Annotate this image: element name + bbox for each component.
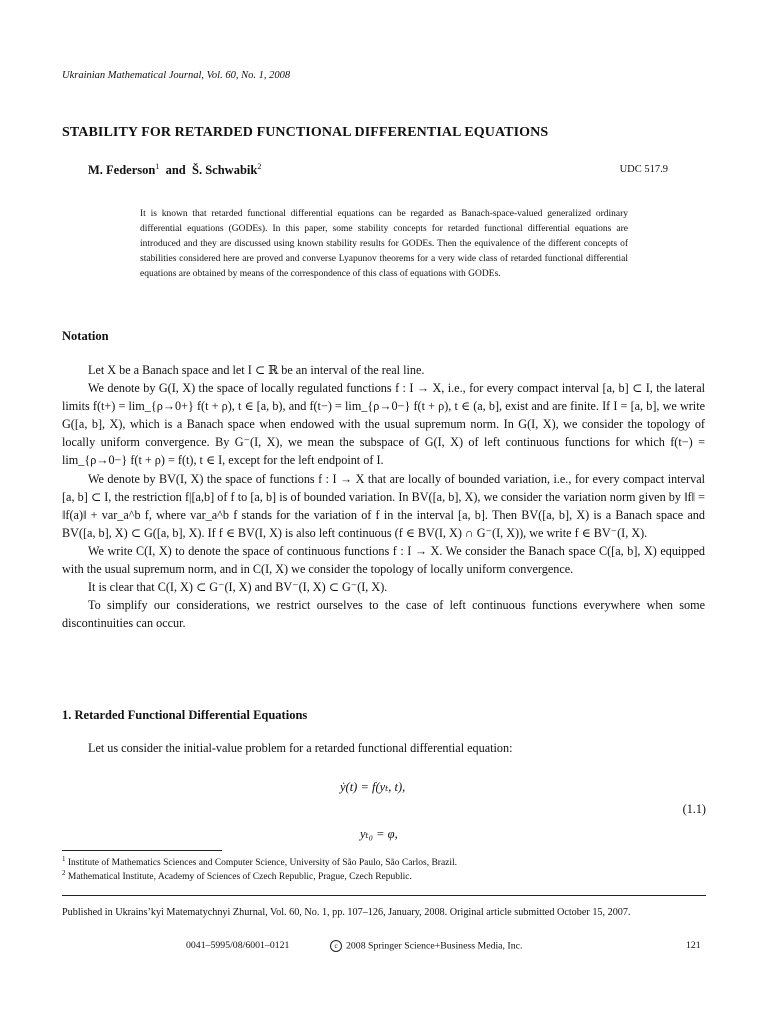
footnote-2-text: Mathematical Institute, Academy of Sciences of Czech Republic, Prague, Czech Republic. xyxy=(67,872,412,883)
page-number: 121 xyxy=(686,940,701,951)
footnote-1-text: Institute of Mathematics Sciences and Computer Science, University of São Paulo, São Carlos, Brazil. xyxy=(67,858,458,869)
footnote-2 xyxy=(62,869,412,882)
journal-line: Ukrainian Mathematical Journal, Vol. 60, No. 1, 2008 xyxy=(62,70,291,81)
paragraph-6: To simplify our considerations, we restrict ourselves to the case of left continuous functions everywhere when some discontinuities can occur. xyxy=(62,598,705,631)
author-2-mark: 2 xyxy=(257,162,262,171)
author-1: M. Federson xyxy=(88,163,156,178)
paragraph-1: Let X be a Banach space and let I ⊂ ℝ be an interval of the real line. xyxy=(88,363,425,377)
paragraph-3: We denote by BV(I, X) the space of functions f : I → X that are locally of bounded variation, i.e., for every compact interval [a, b] ⊂ I, the restriction f|[a,b] of f to [a, b] is of bounded variation. In BV([a, b], X), we consider the variation norm given by ‖f‖ = ‖f(a)‖ + var_a^b f, where var_a^b f stands for the variation of f in the interval [a, b]. Then BV([a, b], X) is a Banach space and BV([a, b], X) ⊂ G([a, b], X). If f ∈ BV(I, X) is also left continuous (f ∈ BV(I, X) ∩ G⁻(I, X)), we write f ∈ BV⁻(I, X). xyxy=(62,471,705,540)
paragraph-4: We write C(I, X) to denote the space of continuous functions f : I → X. We consider the Banach space C([a, b], X) equipped with the usual supremum norm, and in C(I, X) we consider the topology of locally uniform convergence. xyxy=(62,543,705,577)
notation-heading: Notation xyxy=(62,329,109,343)
paragraph-5: It is clear that C(I, X) ⊂ G⁻(I, X) and BV⁻(I, X) ⊂ G⁻(I, X). xyxy=(88,580,388,595)
abstract: It is known that retarded functional differential equations can be regarded as Banach-space-valued generalized ordinary differential equations (GODEs). In this paper, some stability concepts for retarded functional differential equations are introduced and they are discussed using known stability results for GODEs. Then the equivalence of the different concepts of stabilities considered here are proved and converse Lyapunov theorems for a very wide class of retarded functional differential equations are obtained by means of the correspondence of this class of equations with GODEs. xyxy=(140,209,628,279)
author-1-mark: 1 xyxy=(155,162,160,171)
issn: 0041–5995/08/6001–0121 xyxy=(186,940,290,951)
udc-code: UDC 517.9 xyxy=(619,164,668,175)
copyright-icon: c xyxy=(330,940,342,952)
author-2: Š. Schwabik xyxy=(192,163,258,178)
copyright xyxy=(330,940,522,952)
published-line: Published in Ukrains’kyi Matematychnyi Zhurnal, Vol. 60, No. 1, pp. 107–126, January, 2008. Original article submitted October 15, 2007. xyxy=(62,907,631,918)
footnote-rule xyxy=(62,850,222,851)
authors xyxy=(88,162,261,178)
notation-body xyxy=(62,361,705,632)
equation-line-2: yₜ₀ = φ, xyxy=(360,827,398,841)
footnote-1 xyxy=(62,855,457,868)
section-heading: 1. Retarded Functional Differential Equations xyxy=(62,708,308,722)
section-intro: Let us consider the initial-value problem for a retarded functional differential equation: xyxy=(88,741,513,755)
footnote-1-mark: 1 xyxy=(62,855,66,863)
bottom-rule xyxy=(62,895,706,896)
paragraph-2: We denote by G(I, X) the space of locally regulated functions f : I → X, i.e., for every compact interval [a, b] ⊂ I, the lateral limits f(t+) = lim_{ρ→0+} f(t + ρ), t ∈ [a, b), and f(t−) = lim_{ρ→0−} f(t + ρ), t ∈ (a, b], exist and are finite. If I = [a, b], we write G([a, b], X), which is a Banach space when endowed with the usual supremum norm. In G(I, X), we consider the topology of locally uniform convergence. By G⁻(I, X), we mean the subspace of G(I, X) of left continuous functions for which f(t−) = lim_{ρ→0−} f(t + ρ) = f(t), t ∈ I, except for the left endpoint of I. xyxy=(62,381,705,468)
paper-title: STABILITY FOR RETARDED FUNCTIONAL DIFFERENTIAL EQUATIONS xyxy=(62,125,549,140)
copyright-text: 2008 Springer Science+Business Media, Inc. xyxy=(346,940,523,952)
equation-line-1: ẏ(t) = f(yₜ, t), xyxy=(340,780,406,794)
authors-and: and xyxy=(165,163,186,178)
footnote-2-mark: 2 xyxy=(62,869,66,877)
equation-number: (1.1) xyxy=(682,802,706,816)
